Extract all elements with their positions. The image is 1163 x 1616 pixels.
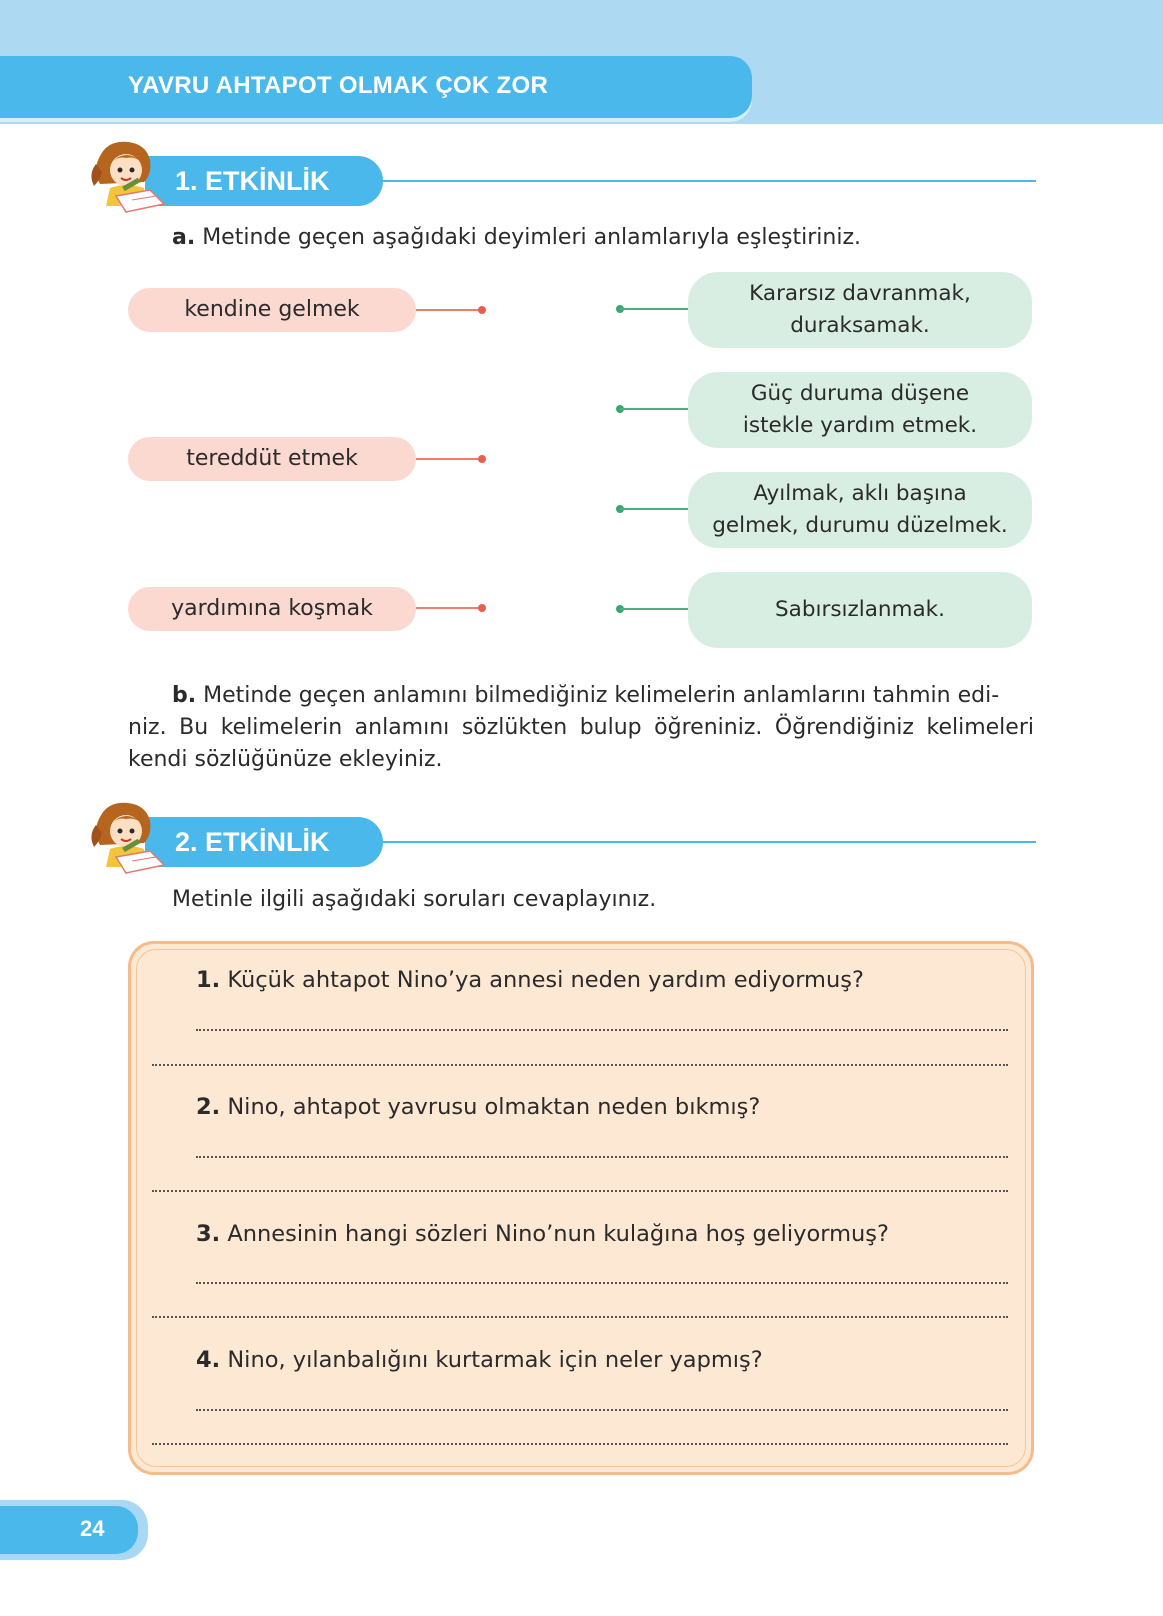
answer-line[interactable] (152, 1443, 1008, 1445)
match-dot[interactable] (478, 455, 486, 463)
part-a-letter: a. (172, 225, 196, 250)
question-1 (196, 965, 864, 995)
meaning-line: istekle yardım etmek. (742, 413, 978, 438)
question-text: Nino, yılanbalığını kurtarmak için neler yapmış? (220, 1347, 763, 1373)
questions-box-inner-border (136, 949, 1026, 1467)
part-b-line-3: kendi sözlüğünüze ekleyiniz. (128, 747, 443, 772)
part-a-text: Metinde geçen aşağıdaki deyimleri anlamlarıyla eşleştiriniz. (195, 225, 862, 250)
question-number: 2. (196, 1094, 221, 1120)
answer-line[interactable] (196, 1409, 1008, 1411)
match-line (416, 309, 482, 311)
meaning-line: Güç duruma düşene (750, 381, 970, 406)
part-b-line-2: niz. Bu kelimelerin anlamını sözlükten bulup öğreniniz. Öğrendiğiniz kelimeleri (128, 715, 1034, 740)
meaning-line: Kararsız davranmak, (749, 281, 971, 306)
question-text: Annesinin hangi sözleri Nino’nun kulağına hoş geliyormuş? (220, 1221, 889, 1247)
activity2-label: 2. ETKİNLİK (145, 817, 383, 867)
question-3 (196, 1219, 889, 1249)
activity2-intro: Metinle ilgili aşağıdaki soruları cevaplayınız. (172, 887, 657, 912)
meaning-line: gelmek, durumu düzelmek. (712, 513, 1008, 538)
match-line (416, 607, 482, 609)
answer-line[interactable] (152, 1190, 1008, 1192)
question-number: 3. (196, 1221, 221, 1247)
question-number: 1. (196, 967, 221, 993)
page-title: YAVRU AHTAPOT OLMAK ÇOK ZOR (128, 72, 549, 99)
match-line (620, 308, 688, 310)
answer-line[interactable] (152, 1064, 1008, 1066)
answer-line[interactable] (196, 1156, 1008, 1158)
girl-reading-icon (86, 134, 172, 214)
part-b-letter: b. (172, 683, 197, 708)
activity2-rule (360, 841, 1036, 843)
meaning-pill[interactable] (688, 272, 1032, 348)
question-text: Nino, ahtapot yavrusu olmaktan neden bıkmış? (220, 1094, 761, 1120)
idiom-pill[interactable]: kendine gelmek (128, 288, 416, 332)
activity1-rule (360, 180, 1036, 182)
match-line (416, 458, 482, 460)
match-dot[interactable] (478, 604, 486, 612)
match-dot[interactable] (478, 306, 486, 314)
question-number: 4. (196, 1347, 221, 1373)
idiom-pill[interactable]: tereddüt etmek (128, 437, 416, 481)
meaning-pill[interactable] (688, 472, 1032, 548)
part-b-text: Metinde geçen anlamını bilmediğiniz kelimelerin anlamlarını tahmin edi- (196, 683, 1000, 708)
match-line (620, 508, 688, 510)
answer-line[interactable] (152, 1316, 1008, 1318)
answer-line[interactable] (196, 1029, 1008, 1031)
question-4 (196, 1345, 763, 1375)
activity1-label: 1. ETKİNLİK (145, 156, 383, 206)
meaning-pill[interactable] (688, 572, 1032, 648)
answer-line[interactable] (196, 1282, 1008, 1284)
match-line (620, 608, 688, 610)
question-text: Küçük ahtapot Nino’ya annesi neden yardım ediyormuş? (220, 967, 864, 993)
match-line (620, 408, 688, 410)
meaning-pill[interactable] (688, 372, 1032, 448)
part-b-line-1 (172, 680, 999, 712)
idiom-pill[interactable]: yardımına koşmak (128, 587, 416, 631)
page-number: 24 (80, 1516, 105, 1541)
page-number-tab-inner (0, 1506, 138, 1554)
meaning-line: duraksamak. (790, 313, 930, 338)
question-2 (196, 1092, 760, 1122)
activity1-instruction-a (172, 222, 861, 254)
meaning-line: Ayılmak, aklı başına (753, 481, 967, 506)
meaning-line: Sabırsızlanmak. (775, 597, 945, 622)
girl-reading-icon (86, 795, 172, 875)
